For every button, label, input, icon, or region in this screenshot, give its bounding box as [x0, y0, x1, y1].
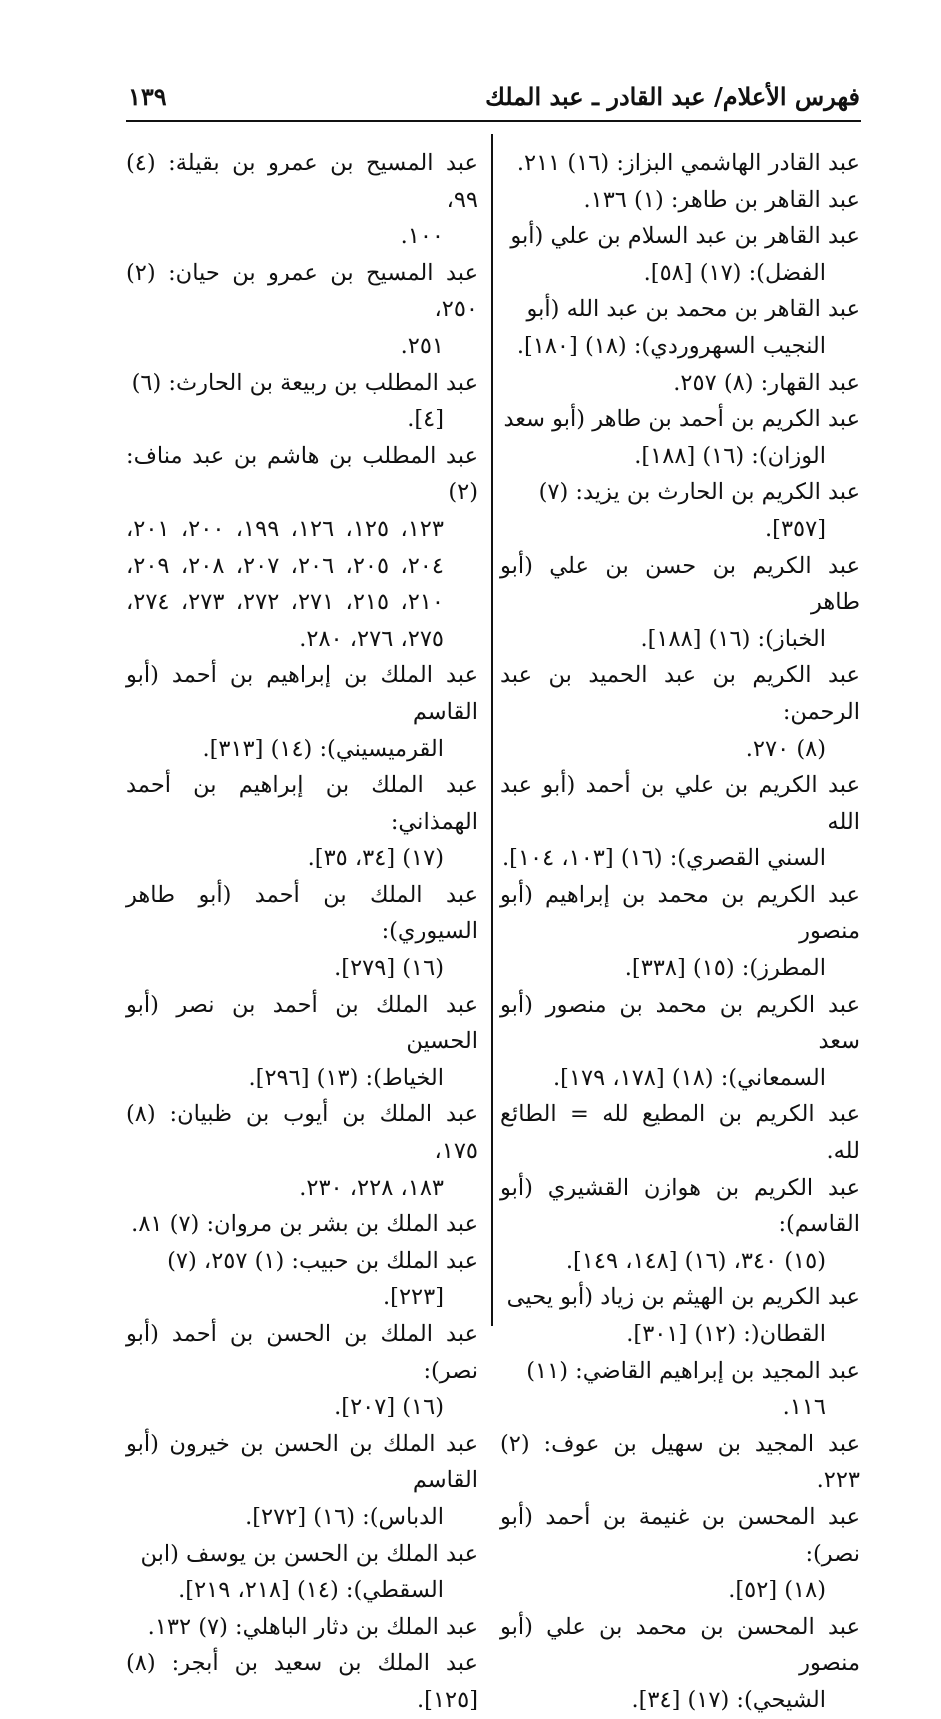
entry-continuation: ١٠٠. [400, 223, 444, 250]
entry-continuation: الشيحي): (١٧) [٣٤]. [631, 1686, 826, 1713]
entry-heading: عبد المطلب بن ربيعة بن الحارث: (٦) [131, 369, 478, 396]
entry-continuation: القرميسيني): (١٤) [٣١٣]. [202, 735, 444, 762]
page-number: ١٣٩ [128, 81, 167, 111]
entry-heading: عبد الكريم بن علي بن أحمد (أبو عبد الله [500, 772, 860, 835]
index-entry [500, 877, 860, 987]
entry-heading: عبد الملك بن أحمد (أبو طاهر السيوري): [126, 881, 478, 945]
index-entry [126, 1316, 478, 1426]
entry-heading: عبد المحسن بن غنيمة بن أحمد (أبو نصر): [500, 1503, 860, 1567]
index-entry [126, 1206, 478, 1243]
entry-heading: عبد الكريم بن الحارث بن يزيد: (٧) [538, 479, 860, 506]
entry-continuation: الفضل): (١٧) [٥٨]. [643, 259, 826, 286]
column-divider [491, 134, 493, 1326]
entry-continuation: (٨) ٢٧٠. [745, 735, 826, 762]
entry-heading: عبد الكريم بن المطيع لله = الطائع لله. [500, 1101, 860, 1165]
index-entry [500, 1426, 860, 1499]
entry-continuation: (١٥) ٣٤٠، (١٦) [١٤٨، ١٤٩]. [565, 1247, 826, 1274]
index-entry [500, 1279, 860, 1352]
entry-continuation: (١٦) [٢٠٧]. [334, 1394, 444, 1421]
index-column-right [500, 145, 860, 1719]
entry-heading: عبد المجيد بن إبراهيم القاضي: (١١) [526, 1357, 860, 1384]
index-entry [500, 1353, 860, 1426]
entry-heading: عبد القاهر بن طاهر: (١) ١٣٦. [583, 186, 860, 213]
index-entry [500, 1096, 860, 1169]
entry-heading: عبد الكريم بن محمد بن منصور (أبو سعد [500, 991, 860, 1055]
entry-heading: عبد الكريم بن هوازن القشيري (أبو القاسم): [500, 1174, 860, 1238]
index-entry [500, 218, 860, 291]
entry-heading: عبد المسيح بن عمرو بن بقيلة: (٤) ٩٩، [126, 150, 478, 213]
index-entry [500, 1170, 860, 1280]
entry-heading: عبد الملك بن إبراهيم بن أحمد الهمذاني: [126, 772, 478, 835]
index-entry [126, 1645, 478, 1718]
index-entry [126, 1536, 478, 1609]
index-entry [126, 1243, 478, 1316]
index-entry [126, 877, 478, 987]
entry-heading: عبد الملك بن إبراهيم بن أحمد (أبو القاسم [126, 662, 478, 725]
entry-continuation: (١٦) [٢٧٩]. [334, 955, 444, 982]
entry-heading: عبد القاهر بن عبد السلام بن علي (أبو [510, 223, 860, 250]
index-entry [500, 182, 860, 219]
index-entry [126, 365, 478, 438]
entry-heading: عبد القادر الهاشمي البزاز: (١٦) ٢١١. [516, 150, 860, 176]
entry-continuation: القطان(: (١٢) [٣٠١]. [626, 1321, 826, 1347]
entry-heading: عبد الملك بن الحسن بن أحمد (أبو نصر): [126, 1321, 478, 1384]
entry-continuation: الخباز): (١٦) [١٨٨]. [640, 625, 826, 652]
index-entry [500, 291, 860, 364]
page-header [128, 78, 860, 114]
entry-heading: عبد الملك بن سعيد بن أبجر: (٨) [١٢٥]. [126, 1650, 478, 1713]
index-entry [500, 401, 860, 474]
entry-heading: عبد الكريم بن عبد الحميد بن عبد الرحمن: [500, 662, 860, 725]
index-entry [126, 987, 478, 1097]
entry-continuation: السني القصري): (١٦) [١٠٣، ١٠٤]. [502, 845, 826, 872]
entry-heading: عبد القاهر بن محمد بن عبد الله (أبو [526, 296, 860, 323]
index-entry [126, 145, 478, 255]
entry-continuation: ١١٦. [782, 1394, 826, 1421]
index-column-left [126, 145, 478, 1719]
index-entry [500, 987, 860, 1097]
entry-heading: عبد الملك بن دثار الباهلي: (٧) ١٣٢. [147, 1613, 478, 1640]
running-title: فهرس الأعلام/ عبد القادر ـ عبد الملك [485, 81, 860, 111]
index-entry [500, 145, 860, 182]
entry-heading: عبد الملك بن أيوب بن ظبيان: (٨) ١٧٥، [126, 1101, 478, 1165]
index-entry [500, 474, 860, 547]
entry-continuation: المطرز): (١٥) [٣٣٨]. [624, 955, 826, 982]
entry-continuation: السمعاني): (١٨) [١٧٨، ١٧٩]. [553, 1064, 826, 1091]
index-entry [126, 255, 478, 365]
entry-heading: عبد الكريم بن محمد بن إبراهيم (أبو منصور [500, 881, 860, 945]
entry-heading: عبد الكريم بن حسن بن علي (أبو طاهر [500, 552, 860, 616]
entry-continuation: الخياط): (١٣) [٢٩٦]. [248, 1064, 444, 1091]
index-entry [500, 365, 860, 402]
entry-heading: عبد الملك بن أحمد بن نصر (أبو الحسين [126, 991, 478, 1055]
entry-heading: عبد الملك بن حبيب: (١) ٢٥٧، (٧) [167, 1247, 478, 1274]
index-entry [500, 767, 860, 877]
entry-continuation: ٢٥١. [400, 332, 444, 359]
entry-continuation: ١٢٣، ١٢٥، ١٢٦، ١٩٩، ٢٠٠، ٢٠١، ٢٠٤، ٢٠٥، ٢٠٦، ٢٠٧، ٢٠٨، ٢٠٩، ٢١٠، ٢١٥، ٢٧١، ٢٧٢، ٢٧٣، ٢٧٤، ٢٧٥، ٢٧٦، ٢٨٠. [126, 515, 444, 652]
entry-heading: عبد المطلب بن هاشم بن عبد مناف: (٢) [126, 442, 478, 506]
entry-continuation: (١٨) [٥٢]. [728, 1577, 826, 1604]
index-entry [126, 1096, 478, 1206]
entry-heading: عبد الكريم بن الهيثم بن زياد (أبو يحيى [506, 1284, 860, 1311]
index-entry [500, 548, 860, 658]
entry-continuation: الدباس): (١٦) [٢٧٢]. [245, 1503, 444, 1530]
entry-heading: عبد القهار: (٨) ٢٥٧. [673, 369, 860, 396]
index-entry [126, 1609, 478, 1646]
entry-heading: عبد المسيح بن عمرو بن حيان: (٢) ٢٥٠، [126, 259, 478, 323]
entry-continuation: الوزان): (١٦) [١٨٨]. [634, 442, 826, 469]
index-entry [126, 657, 478, 767]
entry-heading: عبد المجيد بن سهيل بن عوف: (٢) ٢٢٣. [500, 1430, 860, 1494]
entry-continuation: السقطي): (١٤) [٢١٨، ٢١٩]. [178, 1577, 444, 1604]
entry-continuation: (١٧) [٣٤، ٣٥]. [307, 845, 444, 872]
entry-heading: عبد الملك بن الحسن بن خيرون (أبو القاسم [126, 1430, 478, 1494]
index-entry [500, 657, 860, 767]
index-entry [126, 438, 478, 658]
entry-continuation: [٣٥٧]. [765, 515, 826, 542]
entry-heading: عبد الملك بن الحسن بن يوسف (ابن [140, 1540, 478, 1567]
entry-heading: عبد الكريم بن أحمد بن طاهر (أبو سعد [503, 406, 860, 433]
entry-continuation: [٤]. [407, 406, 444, 433]
index-entry [500, 1609, 860, 1719]
entry-continuation: ١٨٣، ٢٢٨، ٢٣٠. [299, 1174, 444, 1201]
index-entry [126, 767, 478, 877]
header-rule [126, 120, 861, 122]
entry-heading: عبد الملك بن بشر بن مروان: (٧) ٨١. [131, 1211, 478, 1238]
index-entry [126, 1426, 478, 1536]
entry-continuation: [٢٢٣]. [383, 1284, 444, 1311]
entry-heading: عبد المحسن بن محمد بن علي (أبو منصور [500, 1613, 860, 1677]
index-entry [500, 1499, 860, 1609]
entry-continuation: النجيب السهروردي): (١٨) [١٨٠]. [516, 332, 826, 359]
